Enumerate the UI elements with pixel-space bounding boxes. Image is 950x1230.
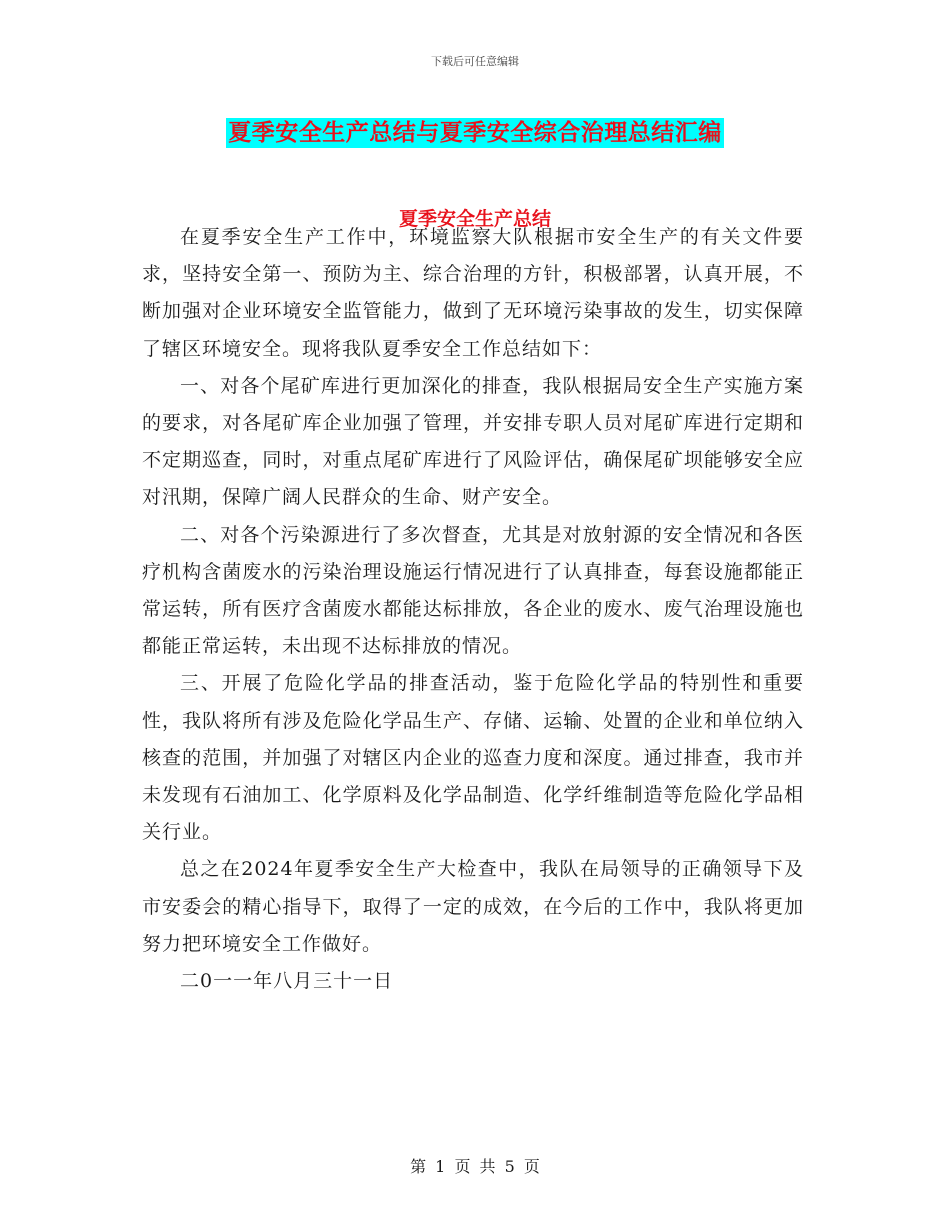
paragraph-date: 二0一一年八月三十一日 (180, 970, 394, 993)
paragraph-item-1: 一、对各个尾矿库进行更加深化的排查，我队根据局安全生产实施方案的要求，对各尾矿库企业加强了管理，并安排专职人员对尾矿库进行定期和不定期巡查，同时，对重点尾矿库进行了风险评估，确保尾矿坝能够安全应对汛期，保障广阔人民群众的生命、财产安全。 (142, 374, 804, 509)
paragraph-intro: 在夏季安全生产工作中，环境监察大队根据市安全生产的有关文件要求，坚持安全第一、预防为主、综合治理的方针，积极部署，认真开展，不断加强对企业环境安全监管能力，做到了无环境污染事故的发生，切实保障了辖区环境安全。现将我队夏季安全工作总结如下： (142, 226, 804, 360)
main-title-text: 夏季安全生产总结与夏季安全综合治理总结汇编 (228, 120, 722, 146)
paragraph-item-3: 三、开展了危险化学品的排查活动，鉴于危险化学品的特别性和重要性，我队将所有涉及危险化学品生产、存储、运输、处置的企业和单位纳入核查的范围，并加强了对辖区内企业的巡查力度和深度。通过排查，我市并未发现有石油加工、化学原料及化学品制造、化学纤维制造等危险化学品相关行业。 (142, 672, 804, 844)
header-note: 下载后可任意编辑 (431, 55, 519, 68)
page-footer: 第 1 页 共 5 页 (410, 1157, 540, 1176)
document-body (142, 219, 804, 1000)
paragraph-item-2: 二、对各个污染源进行了多次督查，尤其是对放射源的安全情况和各医疗机构含菌废水的污染治理设施运行情况进行了认真排查，每套设施都能正常运转，所有医疗含菌废水都能达标排放，各企业的废水、废气治理设施也都能正常运转，未出现不达标排放的情况。 (142, 523, 804, 658)
section-title: 夏季安全生产总结 (398, 208, 551, 230)
main-title (0, 114, 950, 147)
paragraph-conclusion: 总之在2024年夏季安全生产大检查中，我队在局领导的正确领导下及市安委会的精心指导下，取得了一定的成效，在今后的工作中，我队将更加努力把环境安全工作做好。 (142, 858, 804, 955)
